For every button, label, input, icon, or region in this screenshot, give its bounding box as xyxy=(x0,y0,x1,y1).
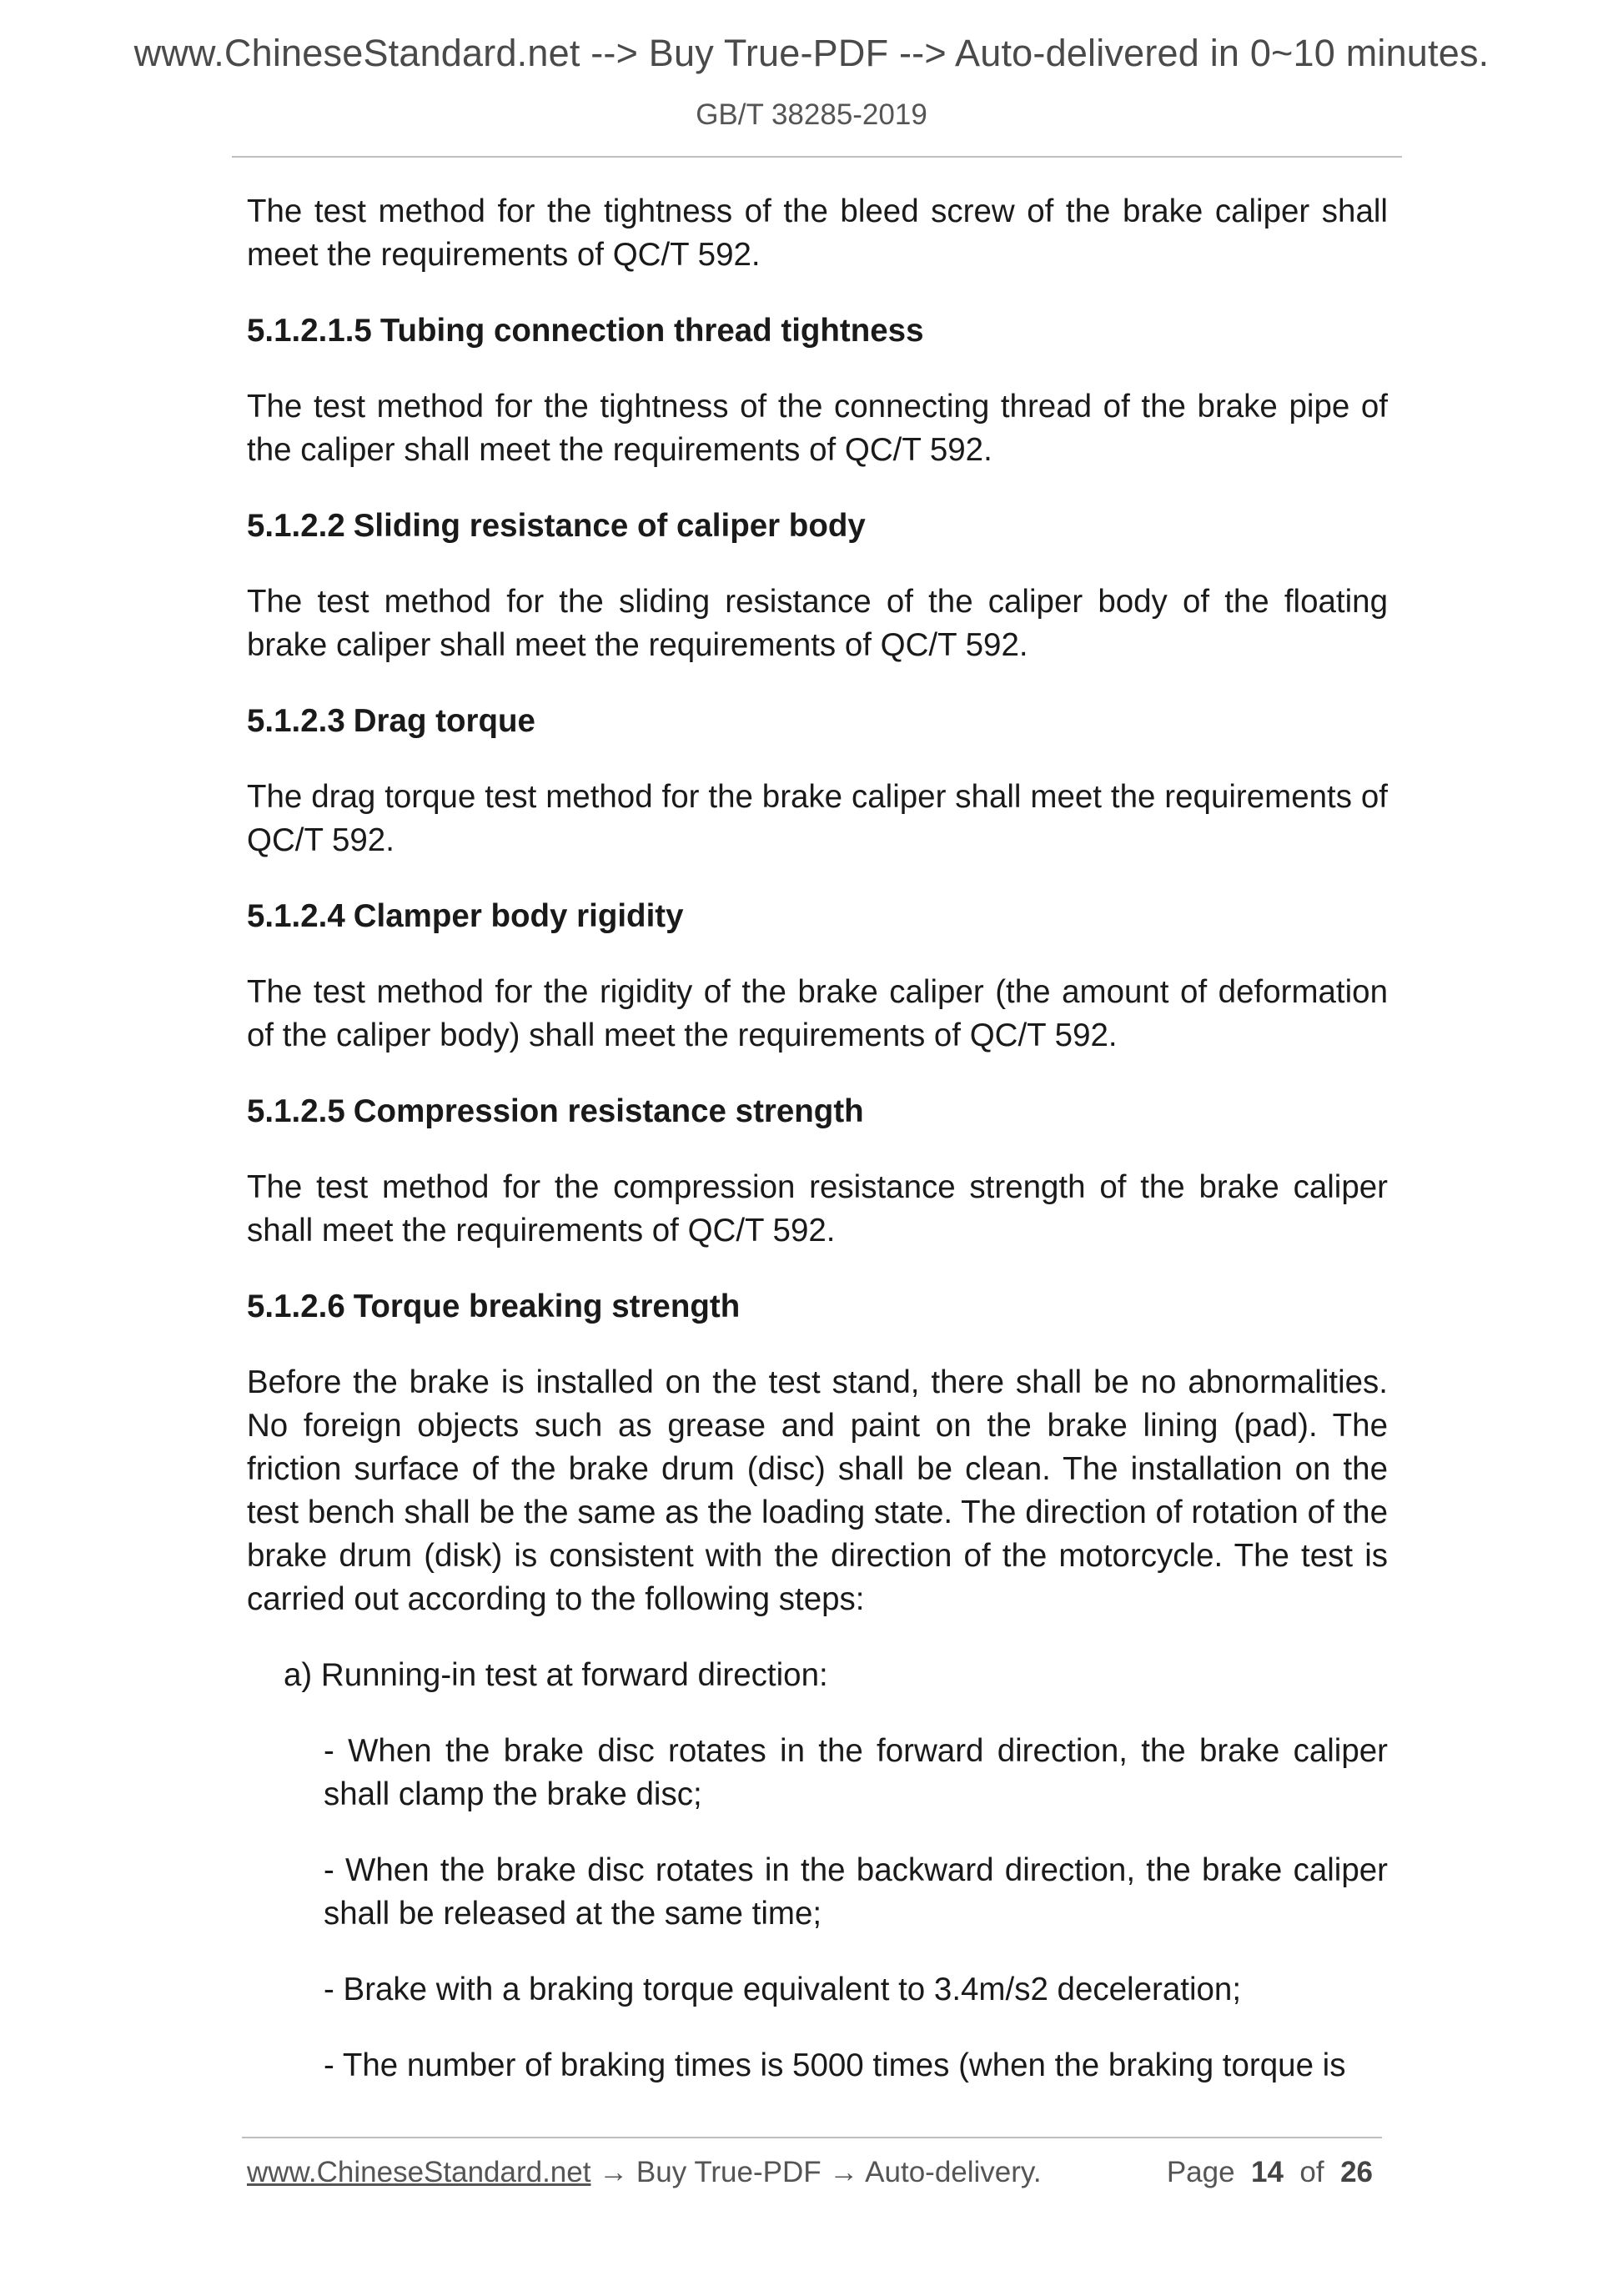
section-heading xyxy=(247,309,1388,353)
page-footer xyxy=(247,2156,1383,2198)
document-code: GB/T 38285-2019 xyxy=(696,98,927,131)
current-page: 14 xyxy=(1251,2156,1284,2188)
section-title: Tubing connection thread tightness xyxy=(379,313,924,349)
footer-divider xyxy=(242,2137,1382,2138)
section-title: Drag torque xyxy=(353,703,535,739)
section-heading xyxy=(247,1090,1388,1133)
section-number: 5.1.2.5 xyxy=(247,1093,345,1129)
section-title: Sliding resistance of caliper body xyxy=(353,508,866,544)
page-label: Page xyxy=(1166,2156,1235,2188)
section-heading xyxy=(247,700,1388,743)
step-item: - Brake with a braking torque equivalent to 3.4m/s2 deceleration; xyxy=(324,1972,1242,2007)
section-heading xyxy=(247,1285,1388,1329)
paragraph: The test method for the tightness of the connecting thread of the brake pipe of the caliper shall meet the requirements of QC/T 592. xyxy=(247,389,1388,468)
section-number: 5.1.2.2 xyxy=(247,508,345,544)
paragraph: The test method for the compression resistance strength of the brake caliper shall meet the requirements of QC/T 592. xyxy=(247,1169,1388,1248)
paragraph: The test method for the tightness of the bleed screw of the brake caliper shall meet the requirements of QC/T 592. xyxy=(247,193,1388,273)
paragraph: The test method for the sliding resistance of the caliper body of the floating brake caliper shall meet the requirements of QC/T 592. xyxy=(247,584,1388,663)
paragraph: The drag torque test method for the brake caliper shall meet the requirements of QC/T 592. xyxy=(247,779,1388,858)
section-title: Torque breaking strength xyxy=(353,1289,741,1324)
footer-left xyxy=(247,2156,1042,2189)
section-number: 5.1.2.6 xyxy=(247,1289,345,1324)
paragraph: Before the brake is installed on the test stand, there shall be no abnormalities. No foreign objects such as grease and paint on the brake lining (pad). The friction surface of the brake drum (disc) shall be clean. The installation on the test bench shall be the same as the loading state. The direction of rotation of the brake drum (disk) is consistent with the direction of the motorcycle. The test is carried out according to the following steps: xyxy=(247,1364,1388,1617)
page-number xyxy=(1167,2156,1373,2189)
header-divider xyxy=(232,156,1402,158)
section-heading xyxy=(247,505,1388,548)
step-item: - When the brake disc rotates in the forward direction, the brake caliper shall clamp the brake disc; xyxy=(324,1733,1388,1812)
section-number: 5.1.2.3 xyxy=(247,703,345,739)
section-title: Clamper body rigidity xyxy=(353,898,684,934)
document-body xyxy=(247,190,1388,2120)
section-title: Compression resistance strength xyxy=(353,1093,864,1129)
section-number: 5.1.2.4 xyxy=(247,898,345,934)
section-heading xyxy=(247,895,1388,938)
of-label: of xyxy=(1299,2156,1324,2188)
footer-site-link[interactable]: www.ChineseStandard.net xyxy=(247,2156,591,2188)
list-item: a) Running-in test at forward direction: xyxy=(284,1657,828,1693)
section-number: 5.1.2.1.5 xyxy=(247,313,372,349)
footer-tagline: → Buy True-PDF → Auto-delivery. xyxy=(590,2156,1042,2188)
top-banner: www.ChineseStandard.net --> Buy True-PDF --> Auto-delivered in 0~10 minutes. xyxy=(133,32,1490,74)
step-item: - The number of braking times is 5000 times (when the braking torque is xyxy=(324,2047,1346,2083)
paragraph: The test method for the rigidity of the brake caliper (the amount of deformation of the caliper body) shall meet the requirements of QC/T 592. xyxy=(247,974,1388,1053)
step-item: - When the brake disc rotates in the backward direction, the brake caliper shall be released at the same time; xyxy=(324,1852,1388,1932)
total-pages: 26 xyxy=(1340,2156,1373,2188)
